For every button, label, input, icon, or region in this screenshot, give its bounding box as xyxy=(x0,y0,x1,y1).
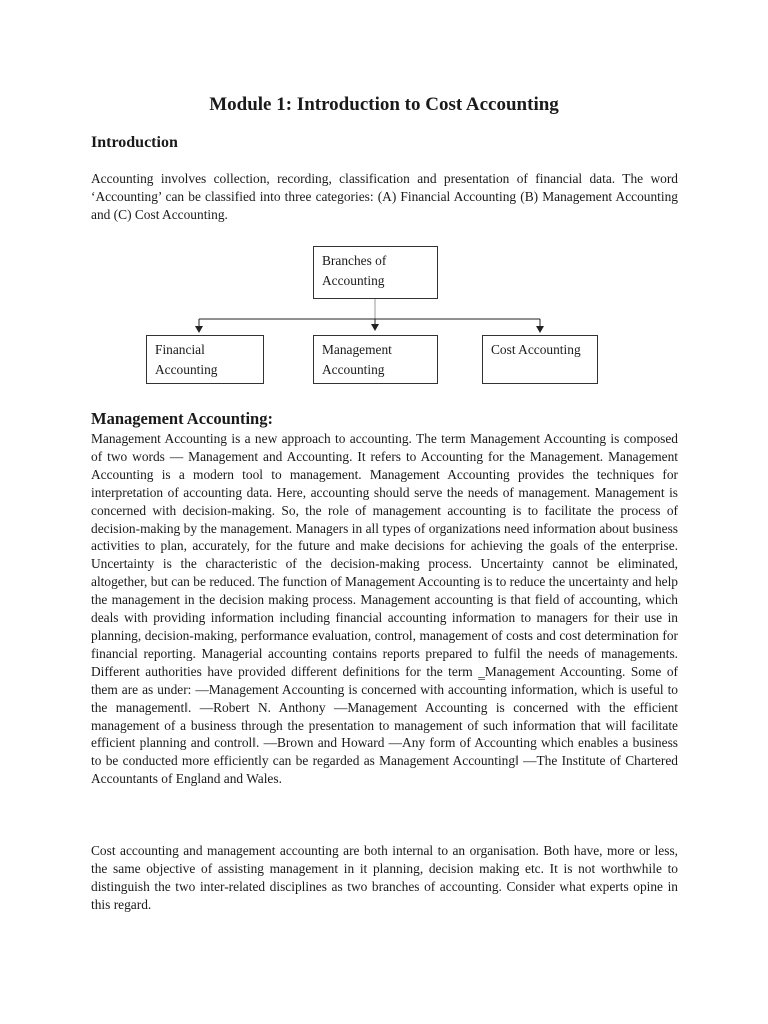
management-accounting-heading: Management Accounting: xyxy=(91,409,273,428)
introduction-paragraph: Accounting involves collection, recording, classification and presentation of financial data. The word ‘Accounting’ can be classified into three categories: (A) Financial Accounting (B) Management Accounting and (C) Cost Accounting. xyxy=(91,171,678,222)
cost-management-paragraph: Cost accounting and management accounting are both internal to an organisation. Both have, more or less, the same objective of assisting management in it planning, decision making etc. It is not worthwhile to distinguish the two inter-related disciplines as two branches of accounting. Consider what experts opine in this regard. xyxy=(91,843,678,912)
management-accounting-paragraph: Management Accounting is a new approach to accounting. The term Management Accounting is composed of two words — Management and Accounting. It refers to Accounting for the Management. Management Accounting is a modern tool to management. Management Accounting provides the techniques for interpretation of accounting data. Here, accounting should serve the needs of management. Management is concerned with decision-making. So, the role of management accounting is to facilitate the process of decision-making by the management. Managers in all types of organizations need information about business activities to plan, accurately, for the future and make decisions for achieving the goals of the enterprise. Uncertainty is the characteristic of the decision-making process. Uncertainty cannot be eliminated, altogether, but can be reduced. The function of Management Accounting is to reduce the uncertainty and help the management in the decision making process. Management accounting is that field of accounting, which deals with providing information including financial accounting information to managers for their use in planning, decision-making, performance evaluation, control, management of costs and cost determination for financial reporting. Managerial accounting contains reports prepared to fulfil the needs of managements. Different authorities have provided different definitions for the term ‗Management Accounting. Some of them are as under: ―Management Accounting is concerned with accounting information, which is useful to the management‖. ―Robert N. Anthony ―Management Accounting is concerned with the efficient management of a business through the presentation to management of such information that will facilitate efficient planning and control‖. ―Brown and Howard ―Any form of Accounting which enables a business to be conducted more efficiently can be regarded as Management Accounting‖ ―The Institute of Chartered Accountants of England and Wales. xyxy=(91,431,678,787)
arrowhead-cost xyxy=(536,326,544,333)
diagram-management-box: Management Accounting xyxy=(313,335,438,384)
diagram-root-box: Branches of Accounting xyxy=(313,246,438,299)
arrowhead-management xyxy=(371,324,379,331)
page-title: Module 1: Introduction to Cost Accounting xyxy=(209,94,559,115)
arrowhead-financial xyxy=(195,326,203,333)
diagram-financial-box: Financial Accounting xyxy=(146,335,264,384)
diagram-cost-box: Cost Accounting xyxy=(482,335,598,384)
introduction-heading: Introduction xyxy=(91,134,178,151)
